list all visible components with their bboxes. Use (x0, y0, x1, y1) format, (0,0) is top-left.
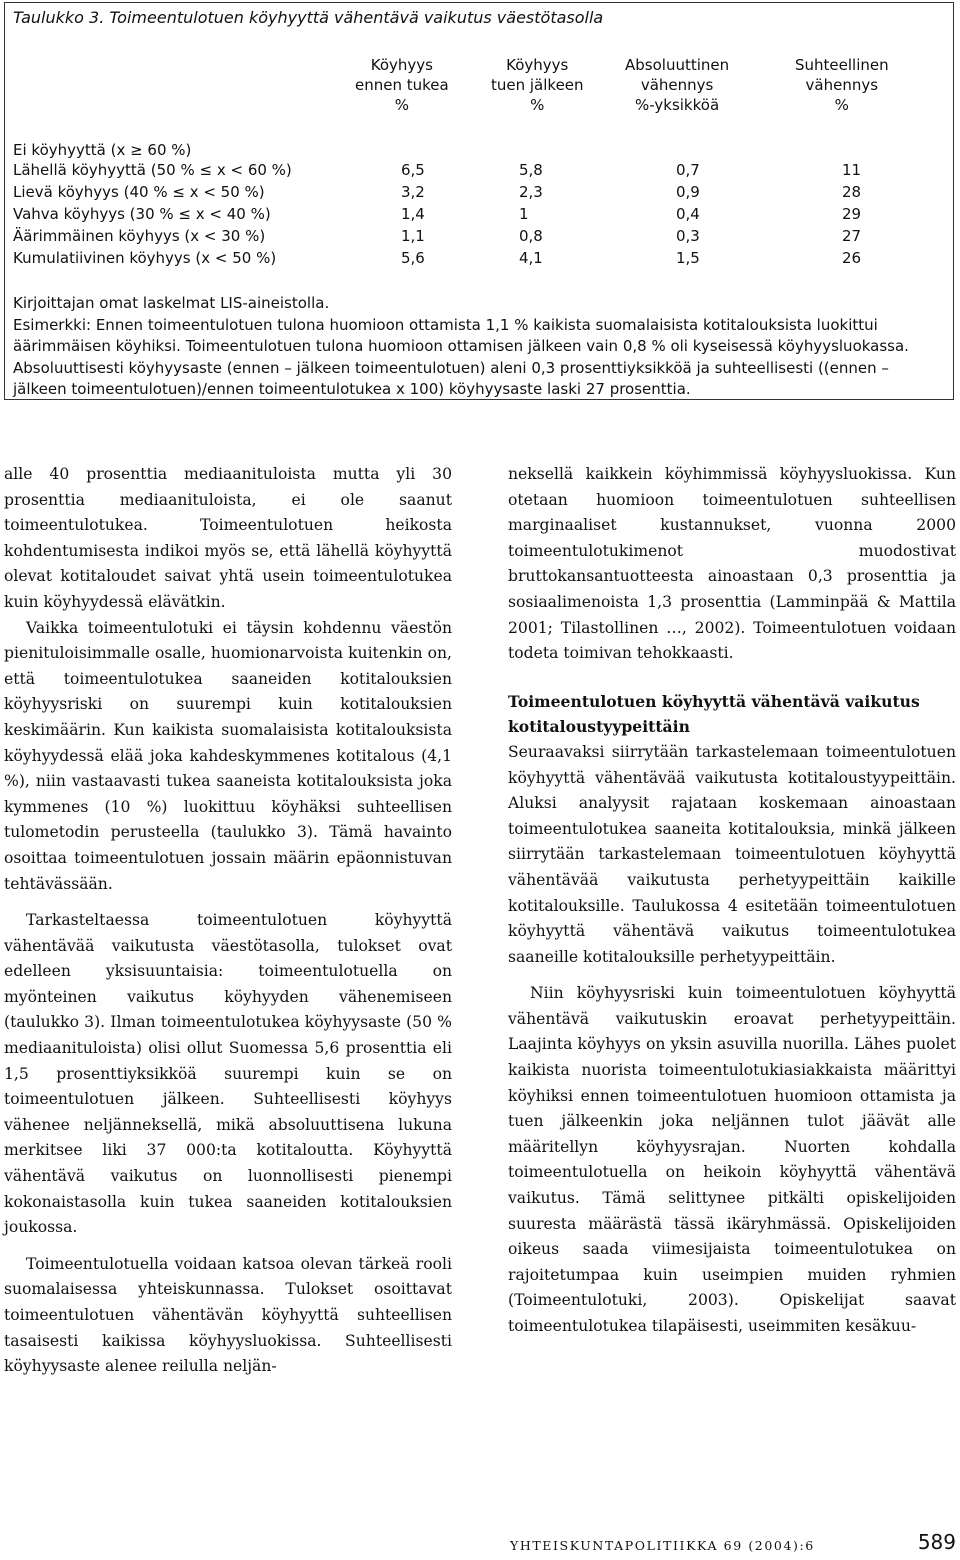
row-label: Vahva köyhyys (30 % ≤ x < 40 %) (13, 205, 271, 223)
body-column-left (4, 462, 452, 1380)
cell-relative: 27 (842, 227, 862, 245)
row-label: Lievä köyhyys (40 % ≤ x < 50 %) (13, 183, 265, 201)
column-header-absolute: Absoluuttinen vähennys %-yksikköä (625, 56, 730, 114)
paragraph: alle 40 prosenttia mediaanituloista mutta yli 30 prosenttia mediaanituloista, ei ole saanut toimeentulotukea. Toimeentulotuen heikosta kohdentumisesta indikoi myös se, että lähellä köyhyyttä olevat kotitaloudet saivat yhtä usein toimeentulotukea kuin köyhyydessä elävätkin. (4, 465, 452, 611)
paragraph: Toimeentulotuella voidaan katsoa olevan tärkeä rooli suomalaisessa yhteiskunnassa. Tulokset osoittavat toimeentulotuen vähentävän köyhyyttä suhteellisen tasaisesti kaikissa köyhyysluokissa. Suhteellisesti köyhyysaste alenee reilulla neljän- (4, 1254, 452, 1376)
table-3 (4, 2, 954, 400)
journal-name: YHTEISKUNTAPOLITIIKKA 69 (2004):6 (510, 1538, 815, 1553)
page-number: 589 (917, 1530, 956, 1554)
section-heading: Toimeentulotuen köyhyyttä vähentävä vaikutus kotitaloustyypeittäin (508, 691, 920, 737)
cell-before: 3,2 (401, 183, 425, 201)
column-header-relative: Suhteellinen vähennys % (795, 56, 889, 114)
cell-absolute: 1,5 (676, 249, 700, 267)
table-title: Taulukko 3. Toimeentulotuen köyhyyttä vähentävä vaikutus väestötasolla (13, 8, 604, 27)
table-row (5, 183, 953, 205)
table-example-note: Esimerkki: Ennen toimeentulotuen tulona huomioon ottamista 1,1 % kaikista suomalaisista kotitalouksista luokittui äärimmäisen köyhiksi. Toimeentulotuen tulona huomioon ottamisen jälkeen vain 0,8 % oli kyseisessä köyhyysluokassa. Absoluuttisesti köyhyysaste (ennen – jälkeen toimeentulotuen) aleni 0,3 prosenttiyksikköä ja suhteellisesti ((ennen – jälkeen toimeentulotuen)/ennen toimeentulotukea x 100) köyhyysaste laski 27 prosenttia. (13, 315, 909, 398)
cell-before: 1,4 (401, 205, 425, 223)
cell-before: 5,6 (401, 249, 425, 267)
cell-relative: 29 (842, 205, 862, 223)
table-row (5, 161, 953, 183)
cell-absolute: 0,4 (676, 205, 700, 223)
cell-before: 6,5 (401, 161, 425, 179)
cell-relative: 11 (842, 161, 862, 179)
cell-relative: 26 (842, 249, 862, 267)
column-header-before: Köyhyys ennen tukea % (355, 56, 449, 114)
cell-absolute: 0,3 (676, 227, 700, 245)
row-label: Lähellä köyhyyttä (50 % ≤ x < 60 %) (13, 161, 292, 179)
row-label: Äärimmäinen köyhyys (x < 30 %) (13, 227, 266, 245)
table-row (5, 249, 953, 271)
body-column-right (508, 462, 956, 1340)
table-row (5, 227, 953, 249)
paragraph: Seuraavaksi siirrytään tarkastelemaan toimeentulotuen köyhyyttä vähentävää vaikutusta kotitaloustyypeittäin. Aluksi analyysit rajataan koskemaan ainoastaan toimeentulotukea saaneita kotitalouksia, minkä jälkeen siirrytään tarkastelemaan toimeentulotuen köyhyyttä vähentävää vaikutusta perhetyypeittäin kaikille kotitalouksille. Taulukossa 4 esitetään toimeentulotuen köyhyyttä vähentävä vaikutus toimeentulotukea saaneille kotitalouksille perhetyypeittäin. (508, 742, 956, 966)
cell-after: 2,3 (519, 183, 543, 201)
cell-relative: 28 (842, 183, 862, 201)
table-row (5, 205, 953, 227)
cell-after: 1 (519, 205, 529, 223)
paragraph: Niin köyhyysriski kuin toimeentulotuen köyhyyttä vähentävä vaikutuskin eroavat perhetyypeittäin. Laajinta köyhyys on yksin asuvilla nuorilla. Lähes puolet kaikista nuorista toimeentulotukiasiakkaista määrittyi köyhiksi ennen toimeentulotuen huomioon ottamista ja tuen jälkeenkin joka neljännen tulot jäävät alle määritellyn köyhyysrajan. Nuorten kohdalla toimeentulotuella on heikoin köyhyyttä vähentävä vaikutus. Tämä selittynee pitkälti opiskelijoiden suuresta määrästä tässä ikäryhmässä. Opiskelijoiden oikeus saada viimesijaista toimeentulotukea on rajoitetumpaa kuin useimpien muiden ryhmien (Toimeentulotuki, 2003). Opiskelijat saavat toimeentulotukea tilapäisesti, useimmiten kesäkuu- (508, 984, 956, 1335)
cell-after: 5,8 (519, 161, 543, 179)
paragraph: neksellä kaikkein köyhimmissä köyhyysluokissa. Kun otetaan huomioon toimeentulotuen suhteellisen marginaaliset kustannukset, vuonna 2000 toimeentulotukimenot muodostivat bruttokansantuotteesta ainoastaan 0,3 prosenttia ja sosiaalimenoista 1,3 prosenttia (Lamminpää & Mattila 2001; Tilastollinen …, 2002). Toimeentulotuen voidaan todeta toimivan tehokkaasti. (508, 465, 956, 663)
table-source-note: Kirjoittajan omat laskelmat LIS-aineistolla. (13, 294, 330, 312)
paragraph: Tarkasteltaessa toimeentulotuen köyhyyttä vähentävää vaikutusta väestötasolla, tulokset ovat edelleen yksisuuntaisia: toimeentulotuella on myönteinen vaikutus köyhyyden vähenemiseen (taulukko 3). Ilman toimeentulotukea köyhyysaste (50 % mediaanituloista) olisi ollut Suomessa 5,6 prosenttia eli 1,5 prosenttiyksikköä suurempi kuin se on toimeentulotuen jälkeen. Suhteellisesti köyhyys vähenee neljänneksellä, mikä absoluuttisena lukuna merkitsee liki 37 000:ta kotitaloutta. Köyhyyttä vähentävä vaikutus on luonnollisesti pienempi kokonaistasolla kuin tukea saaneiden kotitalouksien joukossa. (4, 911, 452, 1237)
table-notes (13, 293, 943, 401)
cell-after: 4,1 (519, 249, 543, 267)
group-label: Ei köyhyyttä (x ≥ 60 %) (13, 141, 192, 159)
paragraph: Vaikka toimeentulotuki ei täysin kohdennu väestön pienituloisimmalle osalle, huomionarvoista kuitenkin on, että toimeentulotukea saaneiden kotitalouksien köyhyysriski on suurempi kuin kotitalouksien keskimäärin. Kun kaikista suomalaisista kotitalouksista köyhyydessä elää joka kahdeskymmenes kotitalous (4,1 %), niin vastaavasti tukea saaneista kotitalouksista joka kymmenes (10 %) luokittuu köyhäksi suhteellisen tulometodin perusteella (taulukko 3). Tämä havainto osoittaa toimeentulotuen jossain määrin epäonnistuvan tehtävässään. (4, 618, 452, 893)
column-header-after: Köyhyys tuen jälkeen % (491, 56, 584, 114)
cell-after: 0,8 (519, 227, 543, 245)
cell-before: 1,1 (401, 227, 425, 245)
cell-absolute: 0,7 (676, 161, 700, 179)
row-label: Kumulatiivinen köyhyys (x < 50 %) (13, 249, 277, 267)
cell-absolute: 0,9 (676, 183, 700, 201)
